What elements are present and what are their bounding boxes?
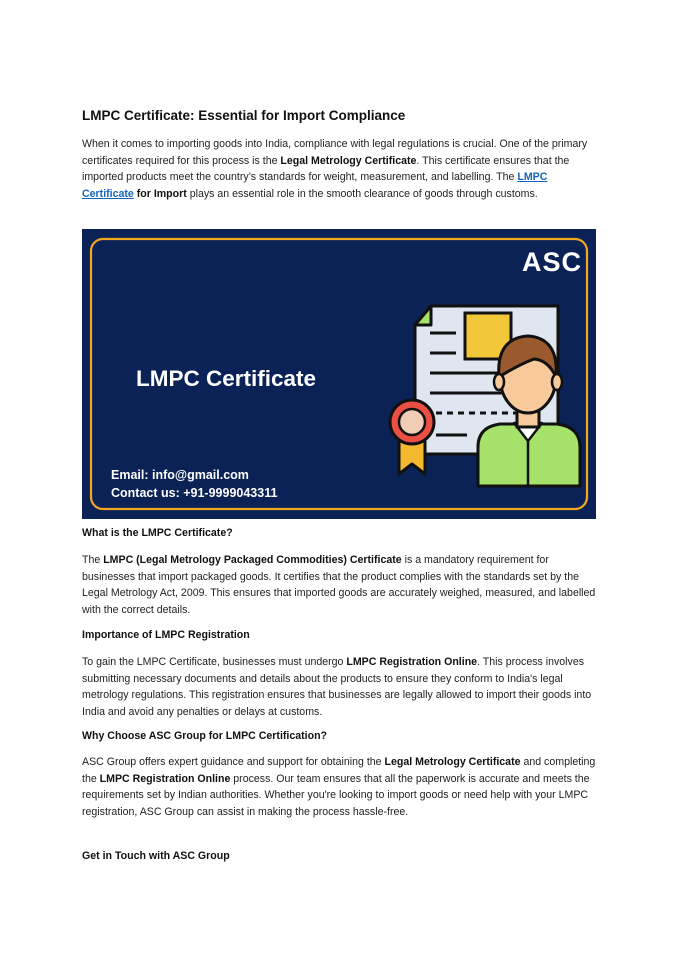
lmpc-banner-image [82,229,596,519]
s2-text-2: . This process involves submitting necessary documents and details about the products to ensure they conform to India's legal metrology regulations. This registration ensures that businesses are legally allowed to import their goods into India and avoid any penalties or delays at customs. [82,656,592,719]
intro-bold-for-import: for Import [133,188,187,201]
s2-text-1: To gain the LMPC Certificate, businesses must undergo [82,656,347,668]
s1-text-1: The [82,554,104,566]
asc-logo: ASC [521,247,582,277]
intro-text-1: When it comes to importing goods into India, compliance with legal regulations is crucial. One of the primary certificates required for this process is the [82,138,588,167]
s2-bold-registration: LMPC Registration Online [346,656,478,668]
section-heading-what-is: What is the LMPC Certificate? [82,527,233,539]
intro-text-2: . This certificate ensures that the imported products meet the country’s standards for weight, measurement, and labelling. The [82,154,570,184]
s1-bold-lmpc: LMPC (Legal Metrology Packaged Commodities) Certificate [103,554,402,566]
banner-contact: Contact us: +91-9999043311 [111,486,278,500]
section-why-choose-paragraph [82,754,598,821]
page-title: LMPC Certificate: Essential for Import Compliance [82,108,406,123]
section-heading-importance: Importance of LMPC Registration [82,629,250,641]
s3-text-1: ASC Group offers expert guidance and support for obtaining the [82,756,385,768]
intro-text-3: plays an essential role in the smooth clearance of goods through customs. [186,188,538,201]
s3-text-2: and completing the [82,756,596,785]
banner-email: Email: info@gmail.com [111,468,249,482]
section-heading-get-in-touch: Get in Touch with ASC Group [82,850,230,862]
s3-bold-registration: LMPC Registration Online [99,772,231,785]
section-heading-why-choose: Why Choose ASC Group for LMPC Certification? [82,730,328,742]
intro-bold-legal-metrology: Legal Metrology Certificate [280,154,417,167]
s1-text-2: is a mandatory requirement for businesses that import packaged goods. It certifies that the product complies with the standards set by the Legal Metrology Act, 2009. This ensures that imported goods are accurately weighed, measured, and labelled with the correct details. [82,554,596,617]
section-what-is-paragraph [82,552,598,619]
s3-bold-legal-metrology: Legal Metrology Certificate [384,756,521,768]
intro-paragraph [82,136,598,203]
lmpc-certificate-link[interactable]: LMPC Certificate [82,171,548,201]
banner-heading: LMPC Certificate [136,366,317,391]
section-importance-paragraph [82,654,598,721]
s3-text-3: process. Our team ensures that all the paperwork is accurate and meets the requirements set by Indian authorities. Whether you're looking to import goods or need help with your LMPC registration, ASC Group can assist in making the process hassle-free. [82,772,590,819]
